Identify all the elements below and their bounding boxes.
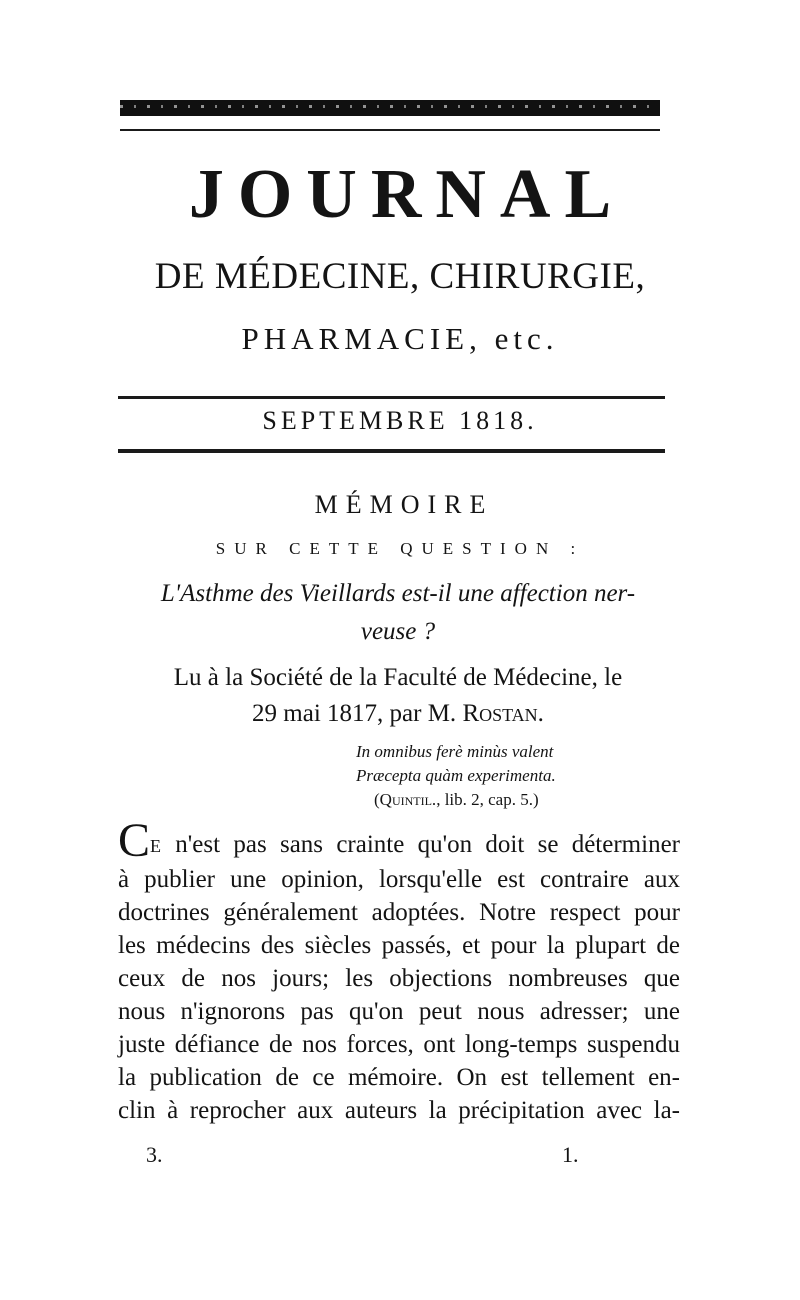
read-note-line2: 29 mai 1817, par M. bbox=[252, 700, 457, 727]
body-line: à publier une opinion, lorsqu'elle est contraire aux bbox=[118, 866, 680, 893]
epigraph-line1: In omnibus ferè minùs valent bbox=[356, 742, 554, 761]
body-line: clin à reprocher aux auteurs la précipitation avec la- bbox=[118, 1097, 680, 1124]
gathering-number: 1. bbox=[562, 1142, 579, 1167]
body-line: nous n'ignorons pas qu'on peut nous adresser; une bbox=[118, 998, 680, 1025]
epigraph-citation bbox=[356, 788, 676, 812]
read-note-line1: Lu à la Société de la Faculté de Médecine, le bbox=[173, 664, 623, 691]
body-line: doctrines généralement adoptées. Notre respect pour bbox=[118, 899, 680, 926]
citation-author: Quintil. bbox=[379, 790, 437, 809]
citation-open: ( bbox=[374, 790, 380, 809]
top-ornamental-rule bbox=[120, 100, 660, 116]
article-question-line2: veuse ? bbox=[360, 618, 436, 645]
body-line bbox=[118, 814, 680, 867]
article-question bbox=[118, 575, 678, 651]
body-line: la publication de ce mémoire. On est tellement en- bbox=[118, 1064, 680, 1091]
drop-cap: C bbox=[118, 814, 151, 867]
article-subheading: SUR CETTE QUESTION : bbox=[215, 539, 585, 558]
journal-title: JOURNAL bbox=[188, 156, 626, 233]
issue-date: SEPTEMBRE 1818. bbox=[262, 406, 538, 435]
article-question-line1: L'Asthme des Vieillards est-il une affection ner- bbox=[160, 580, 636, 607]
article-heading: MÉMOIRE bbox=[314, 490, 494, 519]
body-line: ceux de nos jours; les objections nombreuses que bbox=[118, 965, 680, 992]
author-name: Rostan. bbox=[462, 700, 544, 727]
top-thin-rule bbox=[120, 129, 660, 131]
body-line: les médecins des siècles passés, et pour la plupart de bbox=[118, 932, 680, 959]
drop-cap-rest: E bbox=[150, 836, 163, 856]
epigraph bbox=[356, 740, 676, 812]
date-rule-bottom bbox=[118, 449, 665, 453]
article-read-note bbox=[118, 660, 678, 732]
citation-ref: , lib. 2, cap. 5.) bbox=[436, 790, 539, 809]
body-text bbox=[118, 814, 680, 1127]
body-line-text: n'est pas sans crainte qu'on doit se déterminer bbox=[162, 831, 680, 858]
journal-subtitle-pharmacie: PHARMACIE, etc. bbox=[241, 321, 559, 356]
epigraph-line2: Præcepta quàm experimenta. bbox=[356, 766, 556, 785]
body-line: juste défiance de nos forces, ont long-temps suspendu bbox=[118, 1031, 680, 1058]
date-rule-top bbox=[118, 396, 665, 399]
signature-mark: 3. bbox=[146, 1142, 163, 1167]
journal-subtitle: DE MÉDECINE, CHIRURGIE, bbox=[154, 256, 646, 297]
